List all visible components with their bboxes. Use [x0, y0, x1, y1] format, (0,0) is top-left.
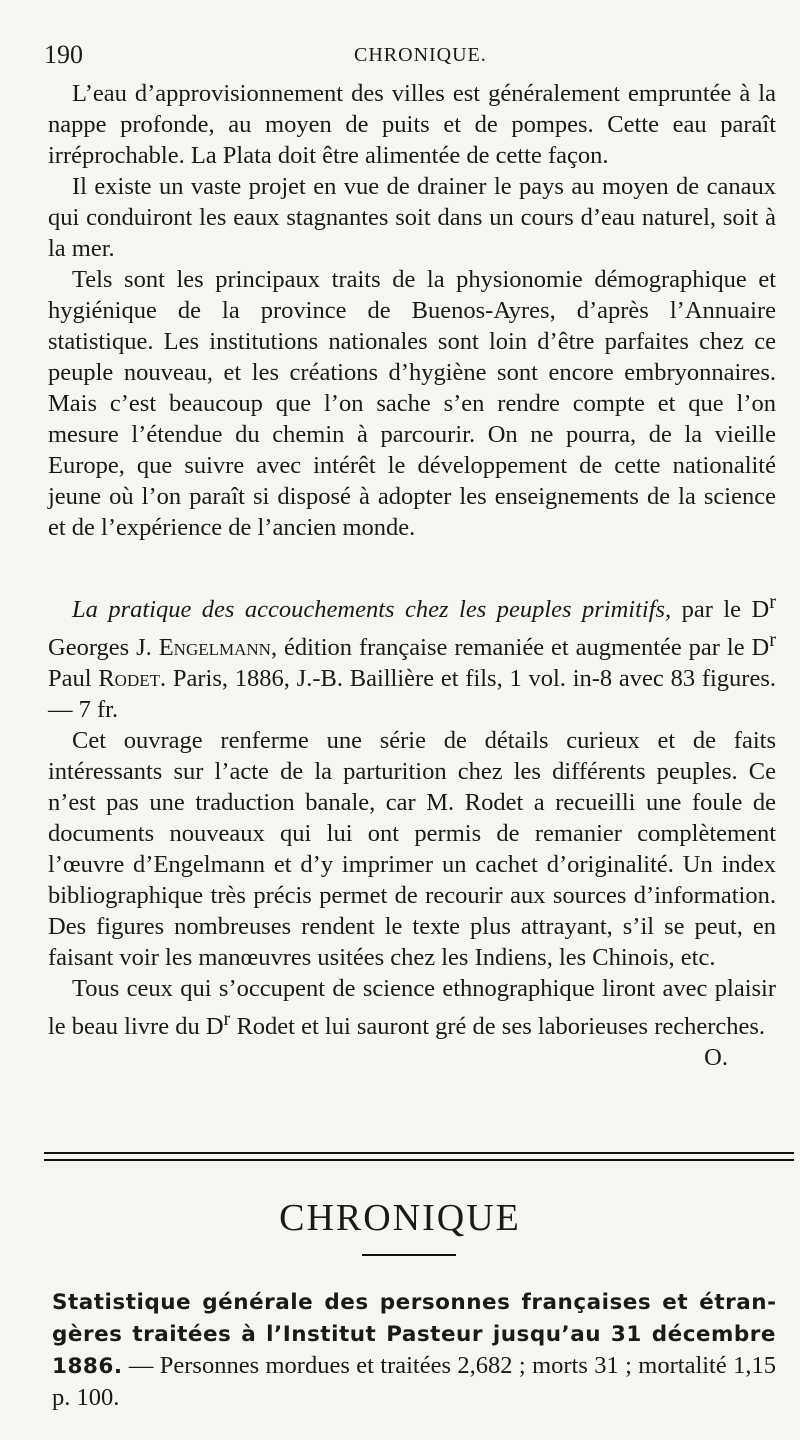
- review-citation: [48, 587, 776, 725]
- paragraph-summary: Tels sont les principaux traits de la physionomie démographique et hygiénique de la province de Buenos-Ayres, d’après l’Annuaire statistique. Les institutions nationales sont loin d’être parfaites chez ce peuple nouveau, et les créations d’hygiène sont encore embryonnaires. Mais c’est beaucoup que l’on sache s’en rendre compte et que l’on mesure l’étendue du chemin à parcourir. On ne pourra, de la vieille Europe, que suivre avec intérêt le développement de cette nationalité jeune où l’on paraît si disposé à adopter les enseignements de la science et de l’expérience de l’ancien monde.: [48, 266, 776, 541]
- article-body: [48, 78, 776, 1073]
- review-by: par le D: [671, 596, 770, 624]
- section-title-underline: [362, 1254, 456, 1256]
- review-dr-sup: r: [769, 591, 776, 613]
- review-editor-first: Paul: [48, 665, 99, 693]
- review-editor-last: Rodet: [98, 665, 160, 693]
- paragraph-drainage: Il existe un vaste projet en vue de drainer le pays au moyen de canaux qui conduiront les eaux stagnantes soit dans un cours d’eau naturel, soit à la mer.: [48, 173, 776, 262]
- page-number: 190: [44, 40, 83, 69]
- chronique-paragraph: [52, 1286, 776, 1413]
- chronique-lead-bold: Statistique générale des personnes françaises et étrangères traitées à l’Institut Pasteur jusqu’au 31 décembre 1886.: [52, 1290, 776, 1379]
- chronique-lead-text: — Personnes mordues et traitées 2,682 ; morts 31 ; mortalité 1,15 p. 100.: [52, 1352, 776, 1411]
- chronique-section: [52, 1286, 776, 1413]
- section-title: CHRONIQUE: [279, 1197, 521, 1239]
- review-dr2-sup: r: [769, 629, 776, 652]
- review-book-title: La pratique des accouchements chez les peuples primitifs,: [72, 596, 672, 624]
- review-publication: . Paris, 1886, J.-B. Baillière et fils, 1 vol. in-8 avec 83 figures. — 7 fr.: [48, 665, 776, 724]
- review-edition: , édition française remaniée et augmentée par le D: [270, 634, 770, 662]
- review-body2-b: Rodet et lui sauront gré de ses laborieuses recherches.: [230, 1013, 766, 1041]
- review-paragraph-2: [48, 973, 776, 1072]
- review-author-first: Georges J.: [48, 634, 159, 662]
- page-header: [44, 40, 770, 74]
- review-signature: O.: [704, 1044, 728, 1072]
- review-author-last: Engelmann: [158, 634, 271, 662]
- running-head: CHRONIQUE.: [354, 44, 487, 66]
- double-rule-divider: [44, 1152, 794, 1161]
- review-body2-a: Tous ceux qui s’occupent de science ethnographique liront avec plaisir le beau livre du D: [48, 975, 776, 1041]
- review-paragraph-1: Cet ouvrage renferme une série de détails curieux et de faits intéressants sur l’acte de la parturition chez les différents peuples. Ce n’est pas une traduction banale, car M. Rodet a recueilli une foule de documents nouveaux qui lui ont permis de remanier complètement l’œuvre d’Engelmann et d’y imprimer un cachet d’originalité. Un index bibliographique très précis permet de recourir aux sources d’information. Des figures nombreuses rendent le texte plus attrayant, s’il se peut, en faisant voir les manœuvres usitées chez les Indiens, les Chinois, etc.: [48, 727, 776, 972]
- review-body2-sup: r: [223, 1008, 231, 1031]
- paragraph-water-supply: L’eau d’approvisionnement des villes est généralement empruntée à la nappe profonde, au moyen de puits et de pompes. Cette eau paraît irréprochable. La Plata doit être alimentée de cette façon.: [48, 80, 776, 169]
